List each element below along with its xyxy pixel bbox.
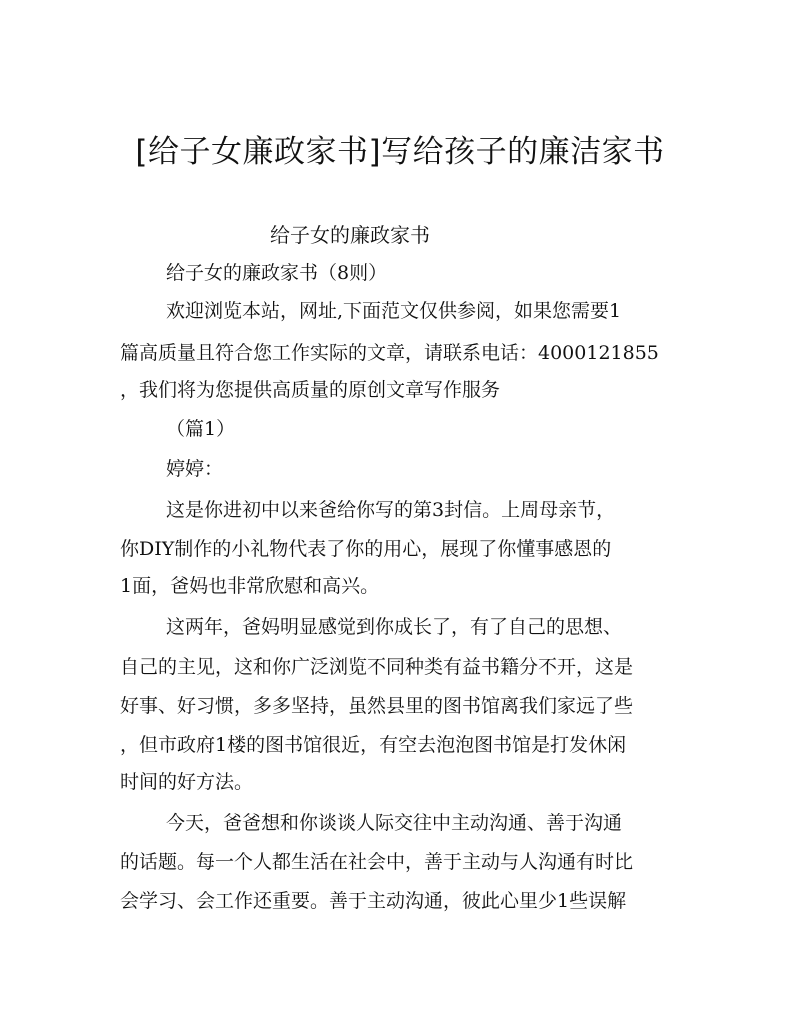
text-line: 欢迎浏览本站，网址,下面范文仅供参阅，如果您需要1 (166, 300, 622, 322)
text-line: 好事、好习惯，多多坚持，虽然县里的图书馆离我们家远了些 (120, 695, 634, 717)
text-line: 婷婷： (166, 458, 224, 480)
text-line: 这两年，爸妈明显感觉到你成长了，有了自己的思想、 (166, 616, 623, 638)
text-line: 1面，爸妈也非常欣慰和高兴。 (120, 575, 380, 597)
text-line: 会学习、会工作还重要。善于主动沟通，彼此心里少1些误解 (120, 890, 627, 912)
text-line: 这是你进初中以来爸给你写的第3封信。上周母亲节， (166, 499, 616, 521)
text-line: ，我们将为您提供高质量的原创文章写作服务 (120, 379, 501, 401)
text-line: 自己的主见，这和你广泛浏览不同种类有益书籍分不开，这是 (120, 656, 634, 678)
text-line: 的话题。每一个人都生活在社会中，善于主动与人沟通有时比 (120, 851, 634, 873)
document-title: [给子女廉政家书]写给孩子的廉洁家书 (135, 134, 665, 170)
text-line: 时间的好方法。 (120, 771, 254, 793)
text-line: 今天，爸爸想和你谈谈人际交往中主动沟通、善于沟通 (166, 812, 623, 834)
document-subtitle: 给子女的廉政家书 (270, 223, 430, 247)
text-line: ，但市政府1楼的图书馆很近，有空去泡泡图书馆是打发休闲 (120, 734, 627, 756)
text-line: 给子女的廉政家书（8则） (166, 262, 388, 284)
text-line: （篇1） (166, 418, 236, 440)
text-line: 篇高质量且符合您工作实际的文章，请联系电话：4000121855 (120, 342, 659, 364)
text-line: 你DIY制作的小礼物代表了你的用心，展现了你懂事感恩的 (120, 538, 612, 560)
